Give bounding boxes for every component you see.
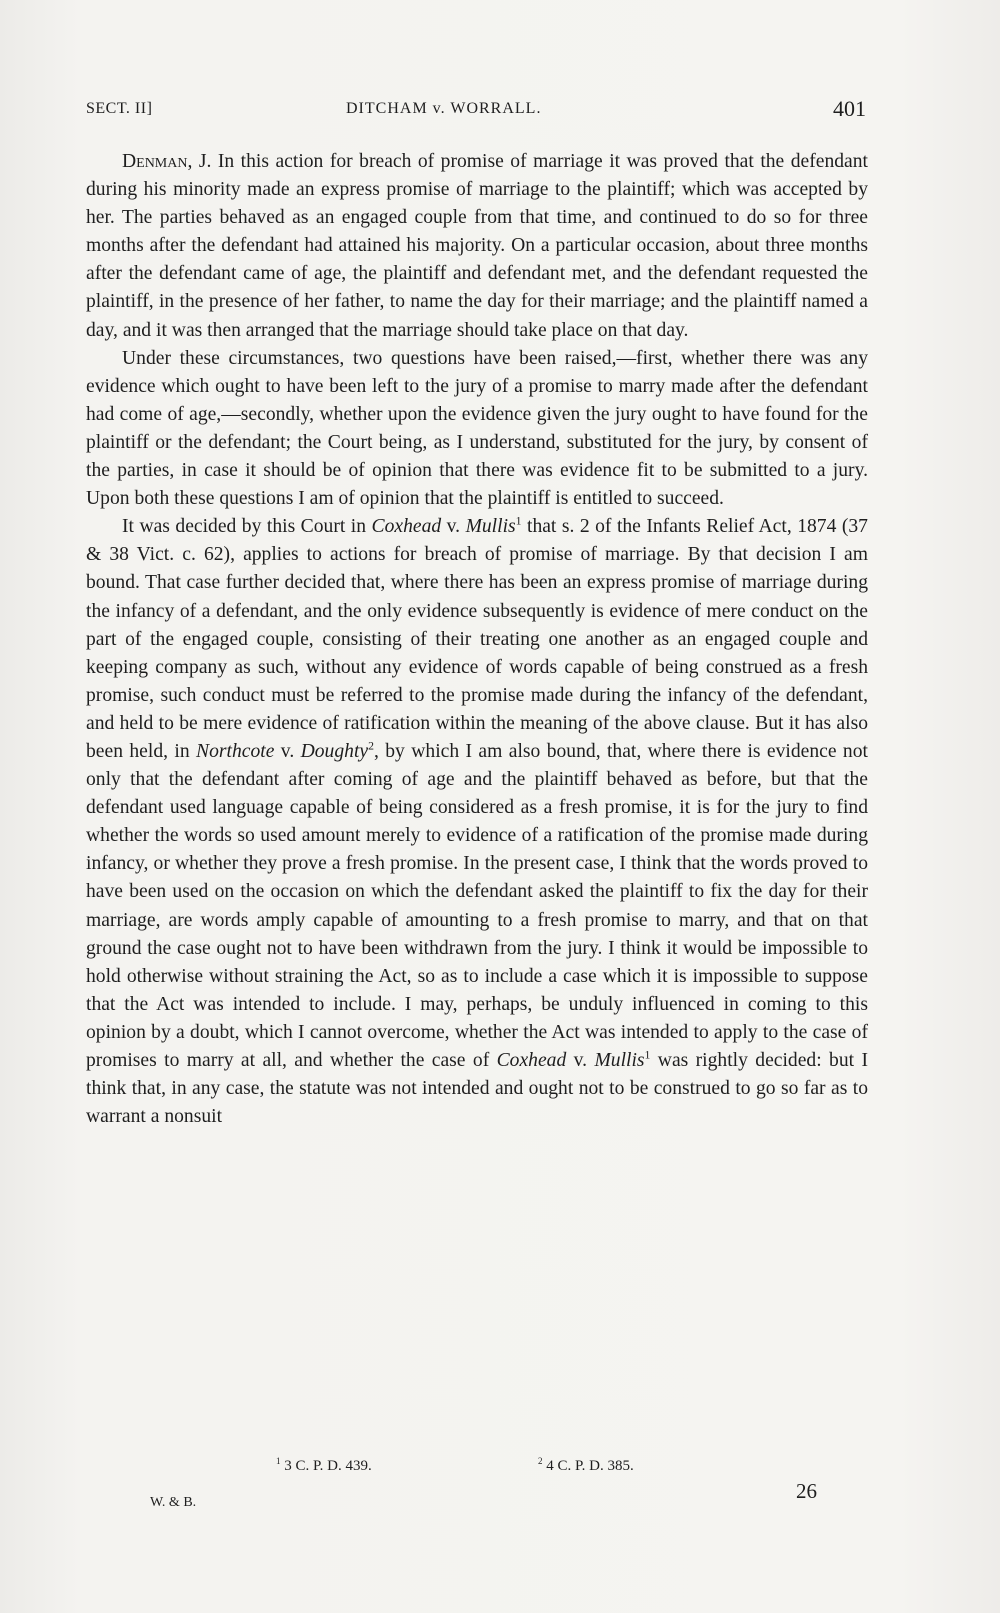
section-label: SECT. II] [86, 100, 153, 117]
page-number: 401 [833, 96, 866, 121]
p3-text-b: that s. 2 of the Infants Relief Act, 1874 (37 & 38 Vict. c. 62), applies to actions for breach of promise of marriage. By that decision I am bound. That case further decided that, where there has been an express promise of marriage during the infancy of a defendant, and the only evidence subsequently is evidence of mere conduct on the part of the engaged couple, consisting of their treating one another as an engaged couple and keeping company as such, without any evidence of words capable of being construed as a fresh promise, such conduct must be referred to the promise made during the infancy of the defendant, and held to be mere evidence of ratification within the meaning of the above clause. But it has also been held, in [86, 516, 868, 762]
case-name-coxhead: Coxhead [496, 1050, 567, 1071]
case-name-mullis: Mullis [594, 1050, 645, 1071]
footnote-1-mark: 1 [276, 1456, 281, 1466]
versus: v. [566, 1050, 595, 1071]
footnote-2-text: 4 C. P. D. 385. [542, 1458, 634, 1474]
footnote-1 [276, 1458, 372, 1475]
paragraph-3 [86, 513, 868, 1131]
printer-signature: W. & B. [150, 1495, 197, 1510]
p3-text-a: It was decided by this Court in [122, 516, 372, 538]
footnote-2-mark: 2 [538, 1456, 543, 1466]
judgment-text [86, 148, 868, 1131]
paragraph-2: Under these circumstances, two questions have been raised,—first, whether there was any evidence which ought to have been left to the jury of a promise to marry made after the defendant had come of age,—secondly, whether upon the evidence given the jury ought to have found for the plaintiff or the defendant; the Court being, as I understand, substituted for the jury, by consent of the parties, in case it should be of opinion that there was evidence fit to be submitted to a jury. Upon both these questions I am of opinion that the plaintiff is entitled to succeed. [86, 347, 868, 510]
case-name-mullis: Mullis [465, 516, 516, 538]
sheet-number: 26 [796, 1479, 817, 1503]
versus: v. [274, 740, 301, 762]
footnote-ref-1: 1 [644, 1048, 651, 1062]
paragraph-1-text: In this action for breach of promise of marriage it was proved that the defendant during his minority made an express promise of marriage to the plaintiff; which was accepted by her. The parties behaved as an engaged couple from that time, and continued to do so for three months after the defendant had attained his majority. On a particular occasion, about three months after the defendant came of age, the plaintiff and defendant met, and the defendant requested the plaintiff, in the presence of her father, to name the day for their marriage; and the plaintiff named a day, and it was then arranged that the marriage should take place on that day. [86, 151, 868, 341]
footnote-2 [538, 1458, 634, 1475]
p3-text-d: was rightly decided: but I think that, in any case, the statute was not intended and ought not to be construed to go so far as to warrant a nonsuit [86, 1050, 868, 1128]
case-title: DITCHAM v. WORRALL. [346, 100, 542, 117]
case-name-coxhead: Coxhead [371, 516, 442, 538]
footnote-ref-1: 1 [515, 514, 522, 528]
footnotes [86, 1458, 868, 1482]
versus: v. [441, 516, 466, 538]
p3-text-c: , by which I am also bound, that, where there is evidence not only that the defendant after coming of age and the plaintiff behaved as before, but that the defendant used language capable of being considered as a fresh promise, it is for the jury to find whether the words so used amount merely to evidence of a ratification of the promise made during infancy, or whether they prove a fresh promise. In the present case, I think that the words proved to have been used on the occasion on which the defendant asked the plaintiff to fix the day for their marriage, are words amply capable of amounting to a fresh promise to marry, and that on that ground the case ought not to have been withdrawn from the jury. I think it would be impossible to hold otherwise without straining the Act, so as to include a case which it is impossible to suppose that the Act was intended to include. I may, perhaps, be unduly influenced in coming to this opinion by a doubt, which I cannot overcome, whether the Act was intended to apply to the case of promises to marry at all, and whether the case of [86, 740, 868, 1071]
paragraph-1 [86, 148, 868, 345]
running-header [86, 96, 866, 126]
case-name-northcote: Northcote [196, 740, 275, 762]
judge-name: Denman, J. [122, 151, 212, 172]
footnote-ref-2: 2 [368, 739, 374, 753]
case-name-doughty: Doughty [300, 740, 369, 762]
footnote-1-text: 3 C. P. D. 439. [280, 1458, 372, 1474]
